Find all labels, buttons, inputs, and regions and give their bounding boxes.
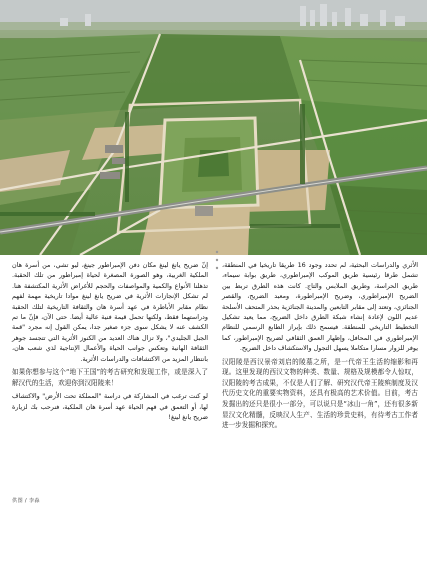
paragraph-arabic-roads: الأثري والدراسات البحثية، لم تحدد وجود 16 طريقا تاريخيا في المنطقة، تشمل طرقا رئيسية طريق الموكب الإمبراطوري، طريق بوابة سيماء، طريق الحراسة، وطريق الملابس والتاج. كانت هذه الطرق تربط بين الضريح الإمبراطوري، وضريح الإمبراطورة، ومعبد الضريح، والقصر الجنائزي، وتعتد إلى مقابر التابعين والمدينة الجنائزية بحذر المتحف الأسلحة عديم اللون لإعادة إنشاء شبكة الطرق داخل الضريح، مما يعيد تشكيل التخطيط التاريخي للمنطقة. فيسمح ذلك بإبراز الطابع الرسمي للنظام الإمبراطوري في المحافل، وإظهار العمق الثقافي لضريح الإمبراطور، كما يوفر للزوار مسارا متكاملا يسهل التجول والاستكشاف داخل الضريح. (222, 261, 419, 353)
paragraph-chinese-yangling: 汉阳陵是西汉景帝刘启的陵墓之所，是一代帝王生活的缩影和再现。这里发现的西汉文物的种类、数量、规格及规模都令人惊叹，汉阳陵的考古成果，不仅是人们了解、研究汉代帝王陵殡制度及汉代历史文化的重要实物资料，还具有极高的艺术价值。目前，考古发掘出的还只是很小一部分，可以说只是“冰山一角”，还有很多新显汉文化精髓，反映汉人生产、生活的珍贵史料，有待考古工作者进一步发掘和探究。 (222, 357, 418, 430)
article-column-right (222, 260, 418, 434)
paragraph-arabic-invitation: لو كنت ترغب في المشاركة في دراسة "المملكة تحت الأرض" والاكتشاف لها، أو التعمق في فهم الحياة عهد أسرة هان الملكية، فنرحب بك لزيارة ضريح يانغ لينغ! (12, 392, 208, 422)
column-divider-dots (212, 248, 222, 272)
aerial-photo-mausoleum (0, 0, 427, 255)
photo-credit: 供图 / 李淼 (12, 498, 40, 504)
paragraph-arabic-yangling: إنّ ضريح يانغ لينغ مكان دفن الإمبراطور جينغ، ليو تشي، من أسرة هان الملكية الغربية، وهو الصورة المصغرة لحياة إمبراطور من تلك الحقبة. تذهلنا الأنواع والكمية والمواصفات والحجم للأغراض الأثرية المكتشفة هنا. لم تشكل الإنجازات الأثرية في ضريح يانغ لينغ موادا تاريخية مهمة لفهم نظام مقابر الأباطرة في عهد أسرة هان والثقافة التاريخية لتلك الحقبة ودراستهما فقط، ولكنها تحمل قيمة فنية عالية أيضا. حتى الآن، فإنّ ما تم الكشف عنه لا يشكل سوى جزء صغير جدا، يمكن القول إنه مجرد "قمة الجبل الجليدي"، ولا تزال هناك العديد من الكنوز الأثرية التي تتجسد جوهر الثقافة الهانية وتعكس جوانب الحياة والأعمال الإنتاجية لذي شعب هان، بانتظار المزيد من الاكتشافات والدراسات الأثرية. (12, 261, 208, 363)
article-column-left (12, 260, 208, 425)
paragraph-chinese-invitation: 如果你想参与这个“地下王国”的考古研究和发现工作，或是深入了解汉代的生活，欢迎你到汉阳陵来！ (12, 368, 208, 387)
